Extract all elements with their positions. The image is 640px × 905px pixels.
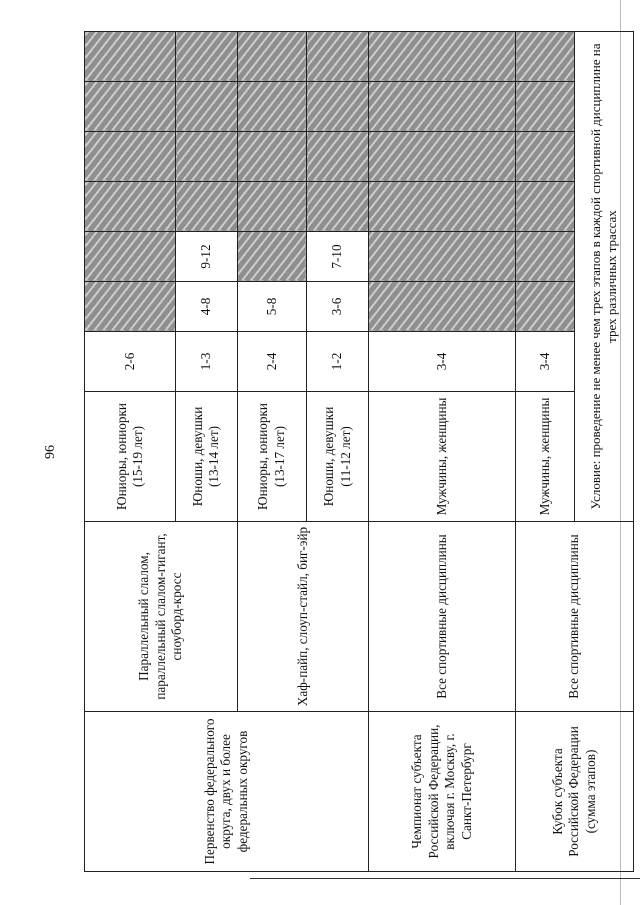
place-cell: 9-12 — [176, 232, 238, 282]
disciplines-cell: Все спортивные дисциплины — [368, 522, 515, 712]
page-number: 96 — [43, 445, 58, 459]
shaded-cell — [85, 182, 176, 232]
age-group-cell: Юноши, девушки (13-14 лет) — [176, 392, 238, 522]
shaded-cell — [516, 282, 575, 332]
place-cell: 3-4 — [368, 332, 515, 392]
shaded-cell — [237, 232, 307, 282]
shaded-cell — [516, 82, 575, 132]
age-group-cell: Юниоры, юниорки (13-17 лет) — [237, 392, 307, 522]
age-group-cell: Юниоры, юниорки (15-19 лет) — [85, 392, 176, 522]
shaded-cell — [516, 32, 575, 82]
shaded-cell — [307, 32, 369, 82]
shaded-cell — [176, 32, 238, 82]
place-cell: 1-3 — [176, 332, 238, 392]
place-cell: 1-2 — [307, 332, 369, 392]
age-group-cell: Юноши, девушки (11-12 лет) — [307, 392, 369, 522]
shaded-cell — [85, 82, 176, 132]
shaded-cell — [237, 32, 307, 82]
footer-rule — [250, 878, 640, 879]
competition-cell: Чемпионат субъекта Российской Федерации, включая г. Москву, г. Санкт-Петербург — [368, 712, 515, 872]
age-group-cell: Мужчины, женщины — [516, 392, 575, 522]
shaded-cell — [368, 282, 515, 332]
shaded-cell — [516, 232, 575, 282]
competition-cell: Кубок субъекта Российской Федерации (сумма этапов) — [516, 712, 634, 872]
shaded-cell — [85, 232, 176, 282]
place-cell: 4-8 — [176, 282, 238, 332]
disciplines-cell: Все спортивные дисциплины — [516, 522, 634, 712]
rotated-table-wrapper — [84, 32, 634, 872]
shaded-cell — [368, 32, 515, 82]
place-cell: 5-8 — [237, 282, 307, 332]
shaded-cell — [176, 82, 238, 132]
disciplines-cell: Параллельный слалом, параллельный слалом-гигант, сноуборд-кросс — [85, 522, 238, 712]
shaded-cell — [85, 32, 176, 82]
shaded-cell — [237, 132, 307, 182]
shaded-cell — [516, 132, 575, 182]
place-cell: 7-10 — [307, 232, 369, 282]
shaded-cell — [307, 82, 369, 132]
place-cell: 2-4 — [237, 332, 307, 392]
condition-note: Условие: проведение не менее чем трех этапов в каждой спортивной дисциплине на трех различных трассах — [575, 32, 634, 522]
disciplines-cell: Хаф-пайп, слоуп-стайл, биг-эйр — [237, 522, 368, 712]
shaded-cell — [368, 182, 515, 232]
rank-requirements-table — [84, 31, 634, 872]
place-cell: 3-4 — [516, 332, 575, 392]
shaded-cell — [85, 132, 176, 182]
shaded-cell — [176, 182, 238, 232]
shaded-cell — [516, 182, 575, 232]
shaded-cell — [368, 132, 515, 182]
shaded-cell — [176, 132, 238, 182]
shaded-cell — [237, 82, 307, 132]
shaded-cell — [307, 132, 369, 182]
competition-cell: Первенство федерального округа, двух и более федеральных округов — [85, 712, 369, 872]
shaded-cell — [237, 182, 307, 232]
table-row — [516, 32, 575, 872]
shaded-cell — [307, 182, 369, 232]
table-row — [368, 32, 515, 872]
place-cell: 2-6 — [85, 332, 176, 392]
place-cell: 3-6 — [307, 282, 369, 332]
table-row — [85, 32, 176, 872]
shaded-cell — [368, 232, 515, 282]
age-group-cell: Мужчины, женщины — [368, 392, 515, 522]
shaded-cell — [85, 282, 176, 332]
shaded-cell — [368, 82, 515, 132]
